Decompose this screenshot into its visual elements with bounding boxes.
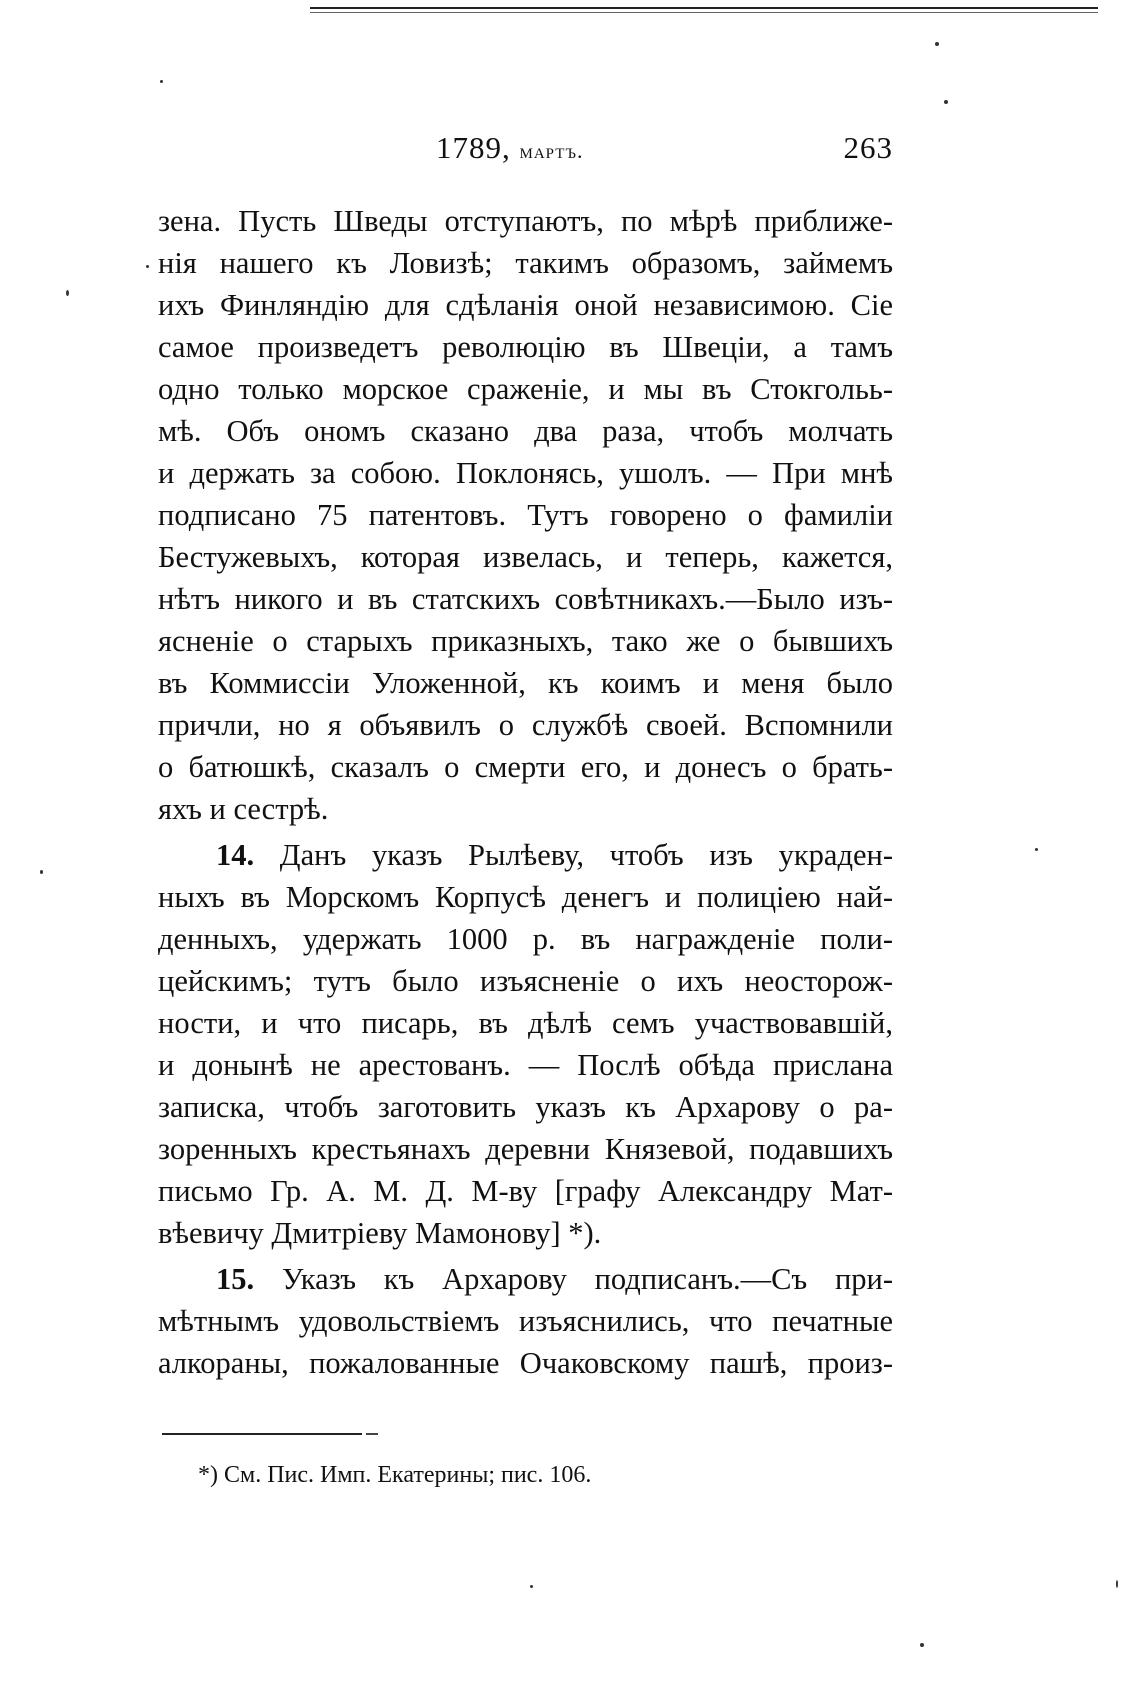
text-line: Бестужевыхъ, которая извелась, и теперь, кажется,: [158, 540, 893, 574]
paragraph-14-first-text: Данъ указъ Рылѣеву, чтобъ изъ украден-: [279, 838, 893, 872]
scan-speck: [944, 100, 948, 104]
scan-speck: [160, 80, 163, 83]
text-line: одно только морское сраженіе, и мы въ Стокгольь-: [158, 372, 893, 406]
scan-speck: [40, 870, 43, 874]
text-line: нія нашего къ Ловизѣ; такимъ образомъ, займемъ: [158, 246, 893, 280]
text-line: алкораны, пожалованные Очаковскому пашѣ, произ-: [158, 1346, 893, 1380]
text-line: нѣтъ никого и въ статскихъ совѣтникахъ.—Было изъ-: [158, 582, 893, 616]
top-border-line: [310, 7, 1098, 9]
text-line: подписано 75 патентовъ. Тутъ говорено о фамиліи: [158, 498, 893, 532]
scan-speck: [530, 1585, 533, 1588]
text-line: самое произведетъ революцію въ Швеціи, а тамъ: [158, 330, 893, 364]
scan-speck: [1116, 1580, 1118, 1588]
text-line: зоренныхъ крестьянахъ деревни Князевой, подавшихъ: [158, 1132, 893, 1166]
page-number: 263: [843, 130, 893, 165]
running-head: [158, 130, 893, 174]
paragraph-15-first-text: Указъ къ Архарову подписанъ.—Съ при-: [281, 1262, 893, 1296]
paragraph-14-number: 14.: [216, 838, 255, 872]
text-line: и донынѣ не арестованъ. — Послѣ обѣда прислана: [158, 1048, 893, 1082]
text-line: и держать за собою. Поклонясь, ушолъ. — При мнѣ: [158, 456, 893, 490]
text-line: мѣтнымъ удовольствіемъ изъяснились, что печатные: [158, 1304, 893, 1338]
running-head-month: мартъ.: [519, 138, 584, 163]
paragraph-15-number: 15.: [216, 1262, 255, 1296]
text-line: зена. Пусть Шведы отступаютъ, по мѣрѣ приближе-: [158, 204, 893, 238]
scan-speck: [66, 290, 69, 296]
footnote-separator-tail: [366, 1433, 378, 1435]
text-line: денныхъ, удержать 1000 р. въ награжденіе поли-: [158, 922, 893, 956]
top-border-line-thin: [310, 12, 1098, 13]
text-line: о батюшкѣ, сказалъ о смерти его, и донесъ о брать-: [158, 750, 893, 784]
text-line: вѣевичу Дмитріеву Мамонову] *).: [158, 1216, 602, 1250]
paragraph-14-first-line: [158, 834, 893, 876]
text-line: письмо Гр. А. М. Д. М-ву [графу Александру Мат-: [158, 1174, 893, 1208]
text-line: яхъ и сестрѣ.: [158, 792, 329, 826]
footnote-separator: [162, 1433, 362, 1435]
scan-speck: [146, 265, 149, 268]
running-head-year: 1789,: [436, 130, 511, 165]
scan-speck: [920, 1643, 924, 1647]
text-line: причли, но я объявилъ о службѣ своей. Вспомнили: [158, 708, 893, 742]
running-head-date: [436, 130, 583, 166]
main-text: [158, 200, 893, 1384]
text-line: ныхъ въ Морскомъ Корпусѣ денегъ и полиціею най-: [158, 880, 893, 914]
paragraph-15-first-line: [158, 1258, 893, 1300]
scan-speck: [935, 42, 939, 46]
text-line: ихъ Финляндію для сдѣланія оной независимою. Сіе: [158, 288, 893, 322]
scan-speck: [1035, 848, 1038, 851]
footnote: *) См. Пис. Имп. Екатерины; пис. 106.: [198, 1462, 592, 1488]
text-line: цейскимъ; тутъ было изъясненіе о ихъ неосторож-: [158, 964, 893, 998]
text-line: въ Коммиссіи Уложенной, къ коимъ и меня было: [158, 666, 893, 700]
text-line: записка, чтобъ заготовить указъ къ Архарову о ра-: [158, 1090, 893, 1124]
text-line: ясненіе о старыхъ приказныхъ, тако же о бывшихъ: [158, 624, 893, 658]
text-line: ности, и что писарь, въ дѣлѣ семъ участвовавшій,: [158, 1006, 893, 1040]
text-line: мѣ. Объ ономъ сказано два раза, чтобъ молчать: [158, 414, 893, 448]
